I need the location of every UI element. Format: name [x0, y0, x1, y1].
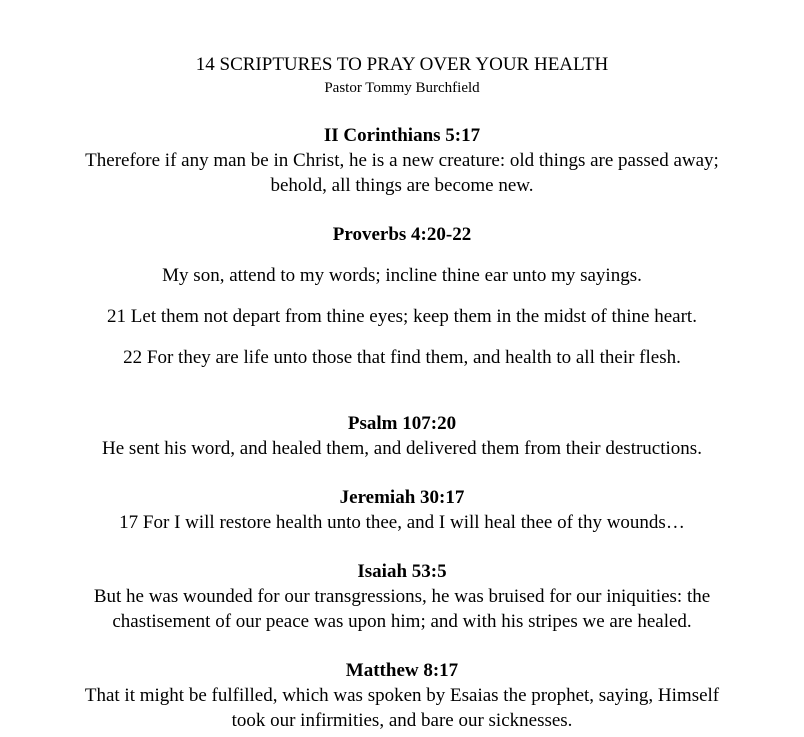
scripture-line: He sent his word, and healed them, and delivered them from their destructions.	[102, 438, 702, 459]
document-author: Pastor Tommy Burchfield	[324, 80, 480, 96]
document-header	[52, 52, 752, 99]
scripture-line: Therefore if any man be in Christ, he is a new creature: old things are passed away;	[85, 150, 719, 171]
scripture-line: 22 For they are life unto those that find them, and health to all their flesh.	[123, 347, 681, 368]
scripture-line: That it might be fulfilled, which was spoken by Esaias the prophet, saying, Himself	[84, 685, 720, 706]
document-body	[52, 123, 752, 733]
scripture-line: 17 For I will restore health unto thee, and I will heal thee of thy wounds…	[119, 512, 685, 533]
scripture-line: 21 Let them not depart from thine eyes; keep them in the midst of thine heart.	[107, 306, 697, 327]
scripture-reference: II Corinthians 5:17	[323, 125, 481, 146]
scripture-section	[52, 485, 752, 535]
scripture-section	[52, 123, 752, 198]
scripture-section	[52, 222, 752, 370]
scripture-reference: Proverbs 4:20-22	[332, 224, 472, 245]
scripture-section	[52, 559, 752, 634]
scripture-line: took our infirmities, and bare our sicknesses.	[231, 710, 573, 731]
document-title: 14 SCRIPTURES TO PRAY OVER YOUR HEALTH	[195, 54, 609, 75]
scripture-reference: Isaiah 53:5	[357, 561, 447, 582]
scripture-reference: Psalm 107:20	[347, 413, 457, 434]
scripture-line: But he was wounded for our transgressions, he was bruised for our iniquities: the	[93, 586, 711, 607]
scripture-line: behold, all things are become new.	[270, 175, 534, 196]
scripture-line: chastisement of our peace was upon him; and with his stripes we are healed.	[112, 611, 692, 632]
scripture-section	[52, 658, 752, 733]
scripture-line: My son, attend to my words; incline thine ear unto my sayings.	[162, 265, 642, 286]
scripture-section	[52, 411, 752, 461]
scripture-reference: Jeremiah 30:17	[339, 487, 465, 508]
scripture-reference: Matthew 8:17	[345, 660, 459, 681]
